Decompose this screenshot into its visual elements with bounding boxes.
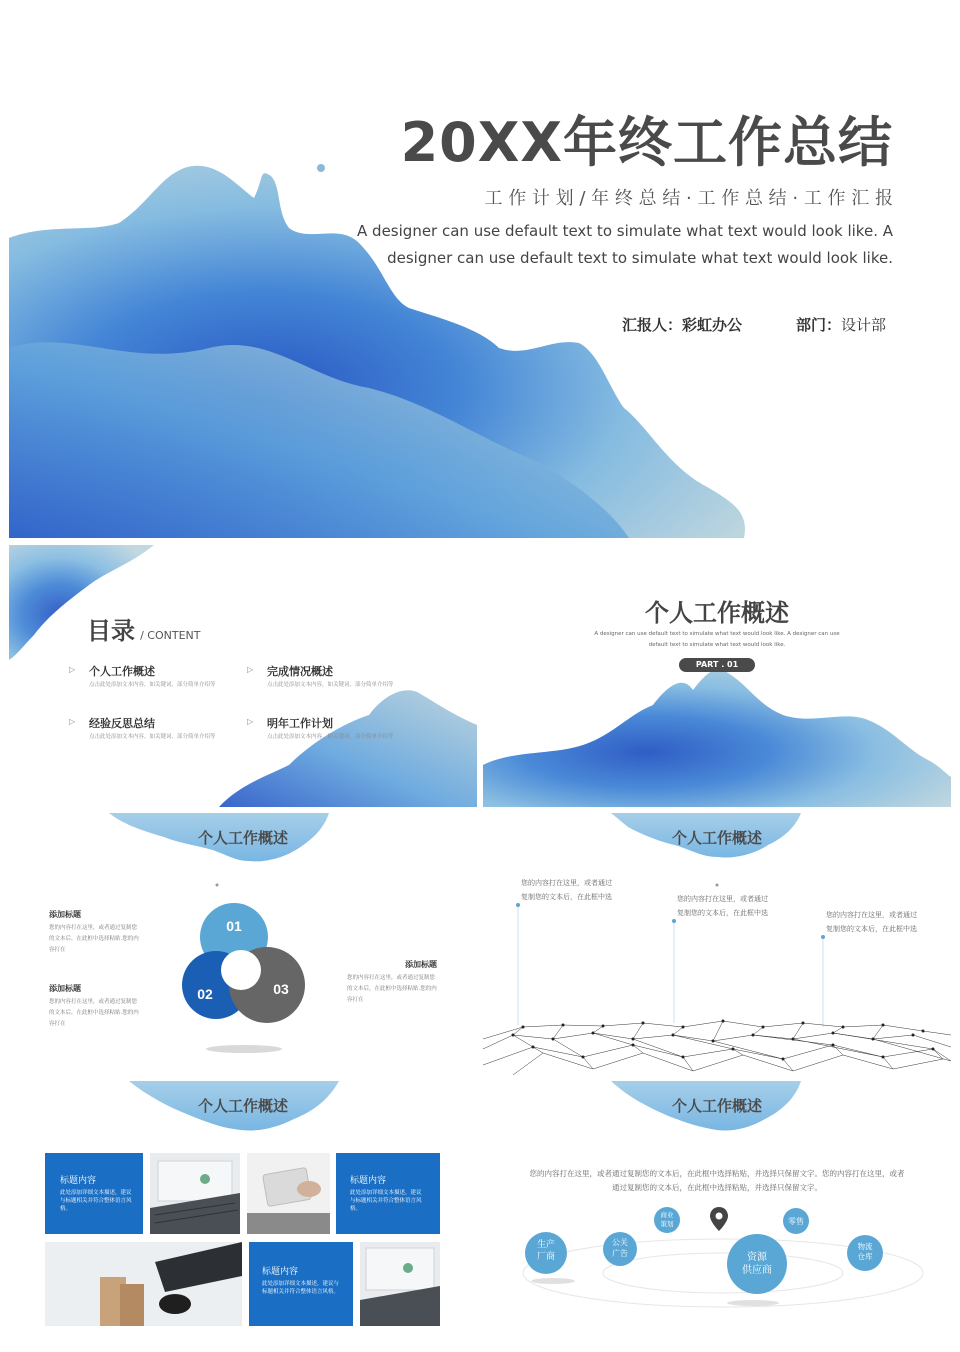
- bubbles-diagram: [483, 1193, 951, 1343]
- block-heading: 添加标题: [49, 910, 81, 919]
- three-ring-diagram: [169, 899, 339, 1069]
- part-desc-line1: A designer can use default text to simulate what text would look like. A designer can use: [594, 631, 840, 637]
- toc-item-desc: 点击此处添加文本内容，如关键词、部分简单介绍等: [89, 734, 216, 740]
- toc-item-desc: 点击此处添加文本内容，如关键词、部分简单介绍等: [267, 682, 394, 688]
- circles-slide: [9, 813, 477, 1075]
- toc-item-label: 个人工作概述: [89, 665, 155, 678]
- part-slide: [483, 545, 951, 807]
- photo-tablet: [247, 1153, 330, 1234]
- toc-item-desc: 点击此处添加文本内容，如关键词、部分简单介绍等: [267, 734, 394, 740]
- photo-laptop: [150, 1153, 240, 1234]
- slide-title: 个人工作概述: [671, 829, 762, 847]
- block-body: 您的内容打在这里，或者通过复制您的文本后，在此框中选择粘贴.您的内容打在: [347, 975, 437, 1003]
- part-title: 个人工作概述: [645, 599, 789, 627]
- content-box-1: [45, 1153, 143, 1234]
- ring-label-03: 03: [273, 981, 289, 997]
- laptop-image-2: [360, 1242, 440, 1326]
- toc-item-label: 明年工作计划: [267, 717, 333, 730]
- ring-center-hole: [221, 950, 261, 990]
- callout-line1: 您的内容打在这里，或者通过: [826, 911, 917, 919]
- part-desc-line2: default text to simulate what text would look like.: [648, 642, 786, 648]
- bubbles-slide: [483, 1081, 951, 1343]
- callout-line2: 复制您的文本后，在此框中选: [521, 893, 612, 901]
- cover-slide: [9, 8, 951, 538]
- watercolor-splash-top: [9, 545, 477, 807]
- dept-label: [796, 314, 886, 335]
- slide-title: 个人工作概述: [671, 1097, 762, 1115]
- callout-1: [521, 878, 612, 902]
- cover-desc-line2: designer can use default text to simulate what text would look like.: [387, 249, 893, 267]
- bubbles-desc-line1: 您的内容打在这里，或者通过复制您的文本后，在此框中选择粘贴，并选择只保留文字。您的内容打在这里，或者: [529, 1169, 905, 1178]
- bubble-label-logistics: 物流 仓库: [857, 1242, 873, 1261]
- slide-title: 个人工作概述: [197, 1097, 288, 1115]
- triangle-right-icon: ▷: [247, 665, 254, 674]
- dept-label-value: 设计部: [841, 316, 887, 334]
- photo-laptop-2: [360, 1242, 440, 1326]
- toc-item-label: 完成情况概述: [267, 665, 333, 678]
- box-heading: 标题内容: [60, 1176, 97, 1186]
- bubble-label-supplier: 资源 供应商: [742, 1252, 772, 1276]
- bubbles-desc-line2: 通过复制您的文本后，在此框中选择粘贴，并选择只保留文字。: [612, 1183, 822, 1192]
- cover-desc-line1: A designer can use default text to simulate what text would look like. A: [357, 222, 893, 240]
- ring-label-02: 02: [197, 986, 213, 1002]
- bubble-label-manufacturer: 生产 厂商: [536, 1240, 555, 1262]
- toc-title-cn: 目录: [87, 617, 135, 645]
- dept-label-key: 部门：: [796, 316, 842, 334]
- block-heading: 添加标题: [49, 984, 81, 993]
- block-heading: 添加标题: [405, 960, 437, 969]
- block-body: 您的内容打在这里，或者通过复制您的文本后，在此框中选择粘贴.您的内容打在: [49, 925, 139, 953]
- text-block-right: [347, 959, 437, 1006]
- triangle-right-icon: ▷: [69, 717, 76, 726]
- callout-2: [677, 894, 768, 918]
- cover-title: 20XX年终工作总结: [400, 111, 893, 174]
- block-body: 您的内容打在这里，或者通过复制您的文本后，在此框中选择粘贴.您的内容打在: [49, 999, 139, 1027]
- bubble-shadow: [531, 1278, 575, 1284]
- box-body: 此处添加详细文本描述，建议与标题相关并符合整体语言风格。: [350, 1190, 422, 1212]
- callout-lines: [518, 905, 823, 1027]
- mesh-lines: [483, 1021, 951, 1075]
- content-box-3: [249, 1242, 353, 1326]
- triangle-right-icon: ▷: [69, 665, 76, 674]
- callout-line2: 复制您的文本后，在此框中选: [677, 909, 768, 917]
- slide-title: 个人工作概述: [197, 829, 288, 847]
- callout-3: [826, 910, 917, 934]
- toc-title: [87, 611, 200, 646]
- box-body: 此处添加详细文本描述，建议与标题相关并符合整体语言风格。: [262, 1281, 340, 1295]
- location-pin-icon: [710, 1207, 728, 1231]
- callout-dot: [821, 935, 825, 939]
- bubble-label-planning: 商业 策划: [660, 1211, 674, 1228]
- cover-subtitle: 工 作 计 划 / 年 终 总 结 · 工 作 总 结 · 工 作 汇 报: [484, 188, 893, 209]
- part-badge: PART . 01: [679, 658, 755, 672]
- ring-label-01: 01: [226, 918, 242, 934]
- tablet-image: [247, 1153, 330, 1234]
- orbit-inner: [603, 1253, 843, 1293]
- watercolor-splash: [9, 8, 951, 538]
- bubble-label-pr: 公关 广告: [612, 1238, 628, 1258]
- watercolor-splash: [483, 545, 951, 807]
- text-block-left-1: [49, 909, 139, 956]
- ring-shadow: [206, 1045, 282, 1053]
- text-block-left-2: [49, 983, 139, 1030]
- network-slide: [483, 813, 951, 1075]
- callout-dot: [672, 919, 676, 923]
- content-box-2: [336, 1153, 440, 1234]
- callout-line2: 复制您的文本后，在此框中选: [826, 925, 917, 933]
- toc-item-label: 经验反思总结: [89, 717, 155, 730]
- network-mesh: [483, 813, 951, 1075]
- photo-desk: [45, 1242, 242, 1326]
- toc-title-en: / CONTENT: [140, 629, 201, 642]
- callout-line1: 您的内容打在这里，或者通过: [521, 879, 612, 887]
- callout-dot: [516, 903, 520, 907]
- toc-item-desc: 点击此处添加文本内容，如关键词、部分简单介绍等: [89, 682, 216, 688]
- box-heading: 标题内容: [262, 1267, 299, 1277]
- laptop-image: [150, 1153, 240, 1234]
- callout-line1: 您的内容打在这里，或者通过: [677, 895, 768, 903]
- reporter-label: 汇报人：彩虹办公: [622, 316, 743, 334]
- toc-slide: [9, 545, 477, 807]
- photos-slide: [9, 1081, 477, 1343]
- bubble-shadow: [727, 1300, 779, 1306]
- desk-image: [45, 1242, 242, 1326]
- box-heading: 标题内容: [350, 1176, 387, 1186]
- triangle-right-icon: ▷: [247, 717, 254, 726]
- box-body: 此处添加详细文本描述，建议与标题相关并符合整体语言风格。: [60, 1190, 132, 1212]
- bubble-label-retail: 零售: [788, 1217, 804, 1226]
